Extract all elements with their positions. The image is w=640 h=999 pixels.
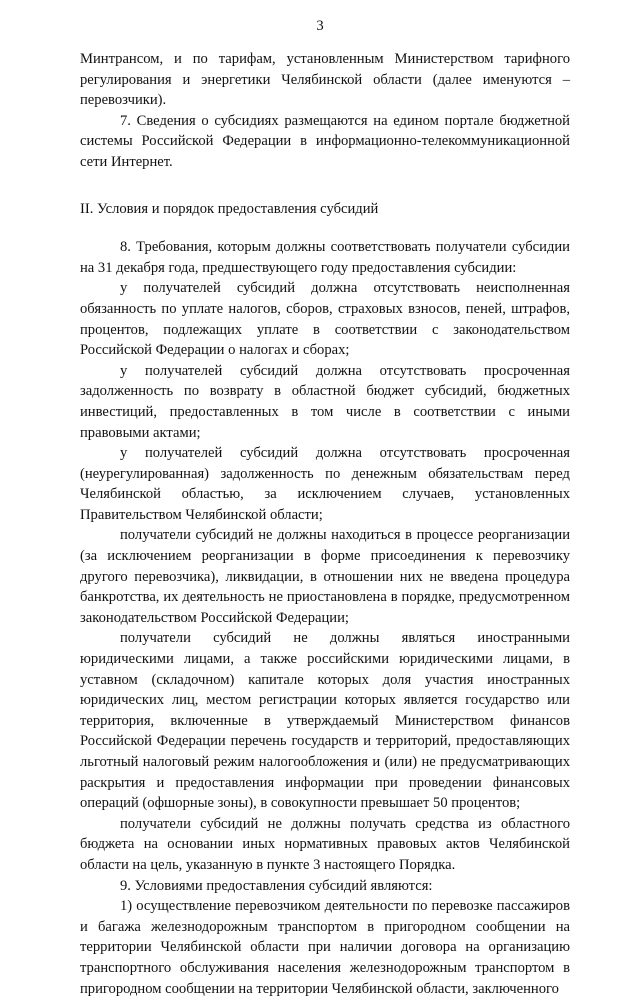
section-heading: II. Условия и порядок предоставления субсидий (80, 200, 379, 217)
paragraph-requirement-reorganization: получатели субсидий не должны находиться в процессе реорганизации (за исключением реорганизации в форме присоединения к перевозчику другого перевозчика), ликвидации, в отношении них не введена процедура банкротства, их деятельность не приостановлена в порядке, предусмотренном законодательством Российской Федерации; (80, 527, 570, 626)
paragraph-condition-1: 1) осуществление перевозчиком деятельности по перевозке пассажиров и багажа железнодорожным транспортом в пригородном сообщении на территории Челябинской области при наличии договора на организацию транспортного обслуживания населения железнодорожным транспортом в пригородном сообщении на территории Челябинской области, заключенного (80, 898, 570, 997)
document-body (80, 49, 570, 999)
paragraph-requirement-taxes: у получателей субсидий должна отсутствовать неисполненная обязанность по уплате налогов, сборов, страховых взносов, пеней, штрафов, процентов, подлежащих уплате в соответствии с законодательством Российской Федерации о налогах и сборах; (80, 280, 570, 359)
paragraph-requirement-budget-debt: у получателей субсидий должна отсутствовать просроченная задолженность по возврату в областной бюджет субсидий, бюджетных инвестиций, предоставленных в том числе в соответствии с иными правовыми актами; (80, 362, 570, 441)
paragraph-item-8: 8. Требования, которым должны соответствовать получатели субсидии на 31 декабря года, предшествующего году предоставления субсидии: (80, 239, 570, 276)
paragraph-continuation: Минтрансом, и по тарифам, установленным Министерством тарифного регулирования и энергетики Челябинской области (далее именуются – перевозчики). (80, 51, 570, 109)
paragraph-requirement-obligations: у получателей субсидий должна отсутствовать просроченная (неурегулированная) задолженность по денежным обязательствам перед Челябинской областью, за исключением случаев, установленных Правительством Челябинской области; (80, 445, 570, 523)
page-number: 3 (316, 18, 324, 34)
paragraph-item-7: 7. Сведения о субсидиях размещаются на едином портале бюджетной системы Российской Федерации в информационно-телекоммуникационной сети Интернет. (80, 112, 570, 170)
paragraph-requirement-other-funds: получатели субсидий не должны получать средства из областного бюджета на основании иных нормативных правовых актов Челябинской области на цель, указанную в пункте 3 настоящего Порядка. (80, 815, 570, 873)
paragraph-item-9: 9. Условиями предоставления субсидий являются: (120, 877, 433, 894)
paragraph-requirement-foreign-entities: получатели субсидий не должны являться иностранными юридическими лицами, а также российскими юридическими лицами, в уставном (складочном) капитале которых доля участия иностранных юридических лиц, местом регистрации которых является государство или территория, включенные в утверждаемый Министерством финансов Российской Федерации перечень государств и территорий, предоставляющих льготный налоговый режим налогообложения и (или) не предусматривающих раскрытия и предоставления информации при проведении финансовых операций (офшорные зоны), в совокупности превышает 50 процентов; (80, 630, 570, 812)
